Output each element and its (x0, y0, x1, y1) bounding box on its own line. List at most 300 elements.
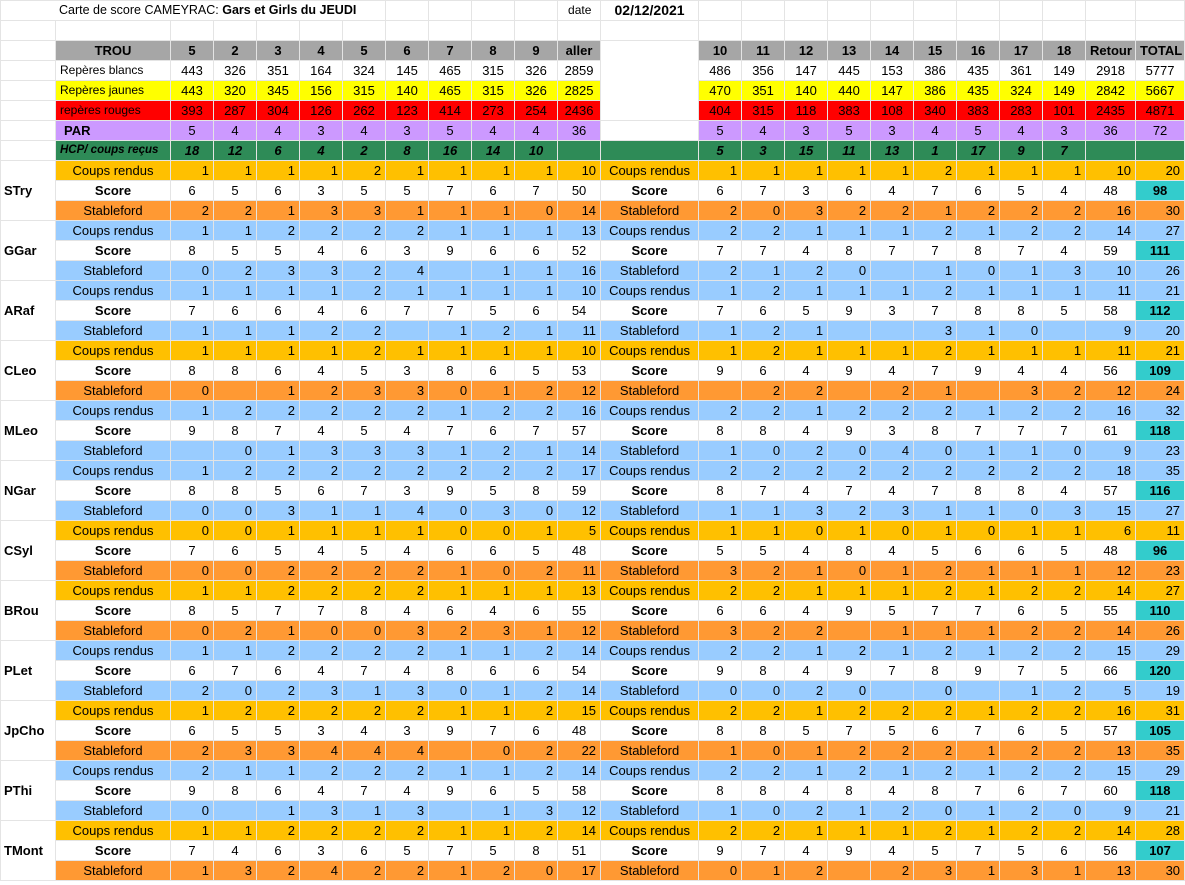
empty-cell[interactable] (1, 41, 56, 61)
score-cell[interactable]: 3 (300, 841, 343, 861)
score-cell[interactable]: 8 (171, 241, 214, 261)
empty-cell[interactable] (1, 101, 56, 121)
score-cell[interactable]: 4 (871, 781, 914, 801)
score-cell[interactable]: 1 (171, 281, 214, 301)
score-cell[interactable]: 4 (785, 601, 828, 621)
score-cell[interactable]: 4 (871, 841, 914, 861)
score-cell[interactable]: 2 (871, 861, 914, 881)
score-cell[interactable]: 2 (257, 581, 300, 601)
score-cell[interactable]: 1 (957, 221, 1000, 241)
score-cell[interactable]: 5 (257, 481, 300, 501)
score-cell[interactable]: 1 (785, 161, 828, 181)
score-cell[interactable]: 2 (1043, 701, 1086, 721)
score-cell[interactable]: 2 (515, 701, 558, 721)
score-cell[interactable]: 2 (386, 401, 429, 421)
score-cell[interactable]: 2 (386, 821, 429, 841)
score-cell[interactable]: 4 (1043, 241, 1086, 261)
score-cell[interactable] (828, 381, 871, 401)
score-cell[interactable]: 2 (343, 641, 386, 661)
score-cell[interactable]: 9 (828, 421, 871, 441)
score-cell[interactable]: 2 (257, 681, 300, 701)
score-cell[interactable]: 0 (214, 561, 257, 581)
score-cell[interactable]: 2 (386, 641, 429, 661)
score-cell[interactable]: 2 (1043, 381, 1086, 401)
score-cell[interactable]: 1 (1043, 561, 1086, 581)
score-cell[interactable]: 3 (300, 181, 343, 201)
score-cell[interactable]: 0 (429, 381, 472, 401)
score-cell[interactable]: 7 (828, 721, 871, 741)
score-cell[interactable]: 1 (785, 741, 828, 761)
score-cell[interactable]: 2 (515, 461, 558, 481)
score-cell[interactable]: 2 (1043, 641, 1086, 661)
score-cell[interactable]: 9 (699, 841, 742, 861)
score-cell[interactable]: 1 (871, 761, 914, 781)
empty-cell[interactable] (601, 21, 699, 41)
score-cell[interactable]: 7 (515, 181, 558, 201)
score-cell[interactable]: 2 (828, 761, 871, 781)
score-cell[interactable]: 2 (386, 761, 429, 781)
score-cell[interactable]: 0 (171, 621, 214, 641)
score-cell[interactable]: 7 (300, 601, 343, 621)
score-cell[interactable]: 1 (472, 641, 515, 661)
score-cell[interactable]: 6 (257, 661, 300, 681)
score-cell[interactable]: 7 (257, 421, 300, 441)
score-cell[interactable]: 1 (785, 341, 828, 361)
score-cell[interactable]: 8 (343, 601, 386, 621)
score-cell[interactable]: 3 (300, 681, 343, 701)
score-cell[interactable]: 2 (343, 321, 386, 341)
score-cell[interactable]: 4 (871, 181, 914, 201)
score-cell[interactable]: 7 (914, 361, 957, 381)
score-cell[interactable]: 2 (257, 461, 300, 481)
score-cell[interactable]: 1 (699, 501, 742, 521)
score-cell[interactable]: 1 (171, 401, 214, 421)
empty-cell[interactable] (699, 21, 742, 41)
empty-cell[interactable] (1, 141, 56, 161)
score-cell[interactable]: 1 (429, 761, 472, 781)
score-cell[interactable]: 8 (214, 421, 257, 441)
score-cell[interactable]: 2 (871, 201, 914, 221)
score-cell[interactable]: 1 (429, 701, 472, 721)
score-cell[interactable]: 3 (343, 201, 386, 221)
score-cell[interactable]: 9 (828, 601, 871, 621)
score-cell[interactable]: 6 (515, 721, 558, 741)
score-cell[interactable]: 1 (472, 341, 515, 361)
score-cell[interactable]: 1 (699, 281, 742, 301)
score-cell[interactable]: 0 (828, 561, 871, 581)
score-cell[interactable]: 6 (914, 721, 957, 741)
score-cell[interactable]: 7 (699, 241, 742, 261)
empty-cell[interactable] (1043, 21, 1086, 41)
score-cell[interactable]: 2 (957, 461, 1000, 481)
score-cell[interactable]: 5 (871, 601, 914, 621)
score-cell[interactable]: 3 (214, 861, 257, 881)
score-cell[interactable]: 2 (300, 401, 343, 421)
score-cell[interactable]: 8 (515, 481, 558, 501)
score-cell[interactable]: 4 (386, 781, 429, 801)
score-cell[interactable]: 7 (957, 421, 1000, 441)
score-cell[interactable]: 1 (957, 741, 1000, 761)
score-cell[interactable]: 0 (429, 521, 472, 541)
score-cell[interactable]: 6 (472, 241, 515, 261)
score-cell[interactable]: 1 (257, 201, 300, 221)
score-cell[interactable]: 2 (1043, 681, 1086, 701)
score-cell[interactable]: 1 (257, 621, 300, 641)
score-cell[interactable]: 3 (300, 441, 343, 461)
score-cell[interactable]: 1 (957, 561, 1000, 581)
score-cell[interactable]: 1 (1000, 681, 1043, 701)
score-cell[interactable]: 1 (1043, 281, 1086, 301)
score-cell[interactable]: 2 (1000, 201, 1043, 221)
score-cell[interactable]: 4 (300, 361, 343, 381)
score-cell[interactable]: 6 (742, 361, 785, 381)
score-cell[interactable]: 1 (1043, 341, 1086, 361)
score-cell[interactable]: 1 (914, 501, 957, 521)
score-cell[interactable]: 1 (785, 321, 828, 341)
score-cell[interactable]: 2 (214, 261, 257, 281)
score-cell[interactable]: 2 (214, 621, 257, 641)
score-cell[interactable]: 2 (515, 821, 558, 841)
score-cell[interactable]: 7 (1043, 781, 1086, 801)
empty-cell[interactable] (1, 81, 56, 101)
score-cell[interactable]: 1 (1000, 161, 1043, 181)
score-cell[interactable]: 6 (257, 301, 300, 321)
score-cell[interactable]: 2 (742, 581, 785, 601)
score-cell[interactable]: 9 (429, 721, 472, 741)
score-cell[interactable]: 2 (742, 341, 785, 361)
score-cell[interactable]: 1 (472, 201, 515, 221)
score-cell[interactable]: 1 (1000, 281, 1043, 301)
score-cell[interactable]: 5 (386, 181, 429, 201)
score-cell[interactable]: 1 (300, 161, 343, 181)
score-cell[interactable]: 6 (214, 541, 257, 561)
player-name[interactable]: PThi (1, 761, 56, 821)
score-cell[interactable]: 0 (828, 261, 871, 281)
score-cell[interactable]: 1 (300, 281, 343, 301)
score-cell[interactable]: 4 (300, 661, 343, 681)
score-cell[interactable]: 6 (472, 181, 515, 201)
score-cell[interactable]: 8 (214, 361, 257, 381)
score-cell[interactable]: 2 (699, 821, 742, 841)
score-cell[interactable]: 0 (742, 741, 785, 761)
score-cell[interactable]: 2 (257, 221, 300, 241)
score-cell[interactable]: 4 (386, 741, 429, 761)
score-cell[interactable]: 5 (343, 181, 386, 201)
score-cell[interactable]: 2 (1000, 641, 1043, 661)
score-cell[interactable]: 1 (871, 281, 914, 301)
score-cell[interactable]: 2 (472, 441, 515, 461)
score-cell[interactable] (871, 321, 914, 341)
score-cell[interactable]: 2 (300, 561, 343, 581)
score-cell[interactable]: 2 (914, 581, 957, 601)
score-cell[interactable]: 2 (171, 761, 214, 781)
score-cell[interactable]: 0 (171, 801, 214, 821)
score-cell[interactable]: 5 (1043, 601, 1086, 621)
score-cell[interactable]: 2 (472, 401, 515, 421)
score-cell[interactable]: 1 (785, 561, 828, 581)
score-cell[interactable]: 4 (386, 601, 429, 621)
score-cell[interactable]: 6 (214, 301, 257, 321)
score-cell[interactable]: 2 (1000, 801, 1043, 821)
score-cell[interactable]: 4 (386, 541, 429, 561)
score-cell[interactable] (1043, 321, 1086, 341)
score-cell[interactable]: 7 (871, 241, 914, 261)
score-cell[interactable]: 8 (828, 241, 871, 261)
score-cell[interactable]: 1 (214, 161, 257, 181)
score-cell[interactable]: 2 (914, 641, 957, 661)
score-cell[interactable]: 4 (300, 421, 343, 441)
score-cell[interactable]: 1 (699, 321, 742, 341)
score-cell[interactable]: 3 (386, 361, 429, 381)
score-cell[interactable]: 2 (472, 321, 515, 341)
score-cell[interactable]: 6 (515, 661, 558, 681)
score-cell[interactable]: 4 (785, 241, 828, 261)
score-cell[interactable]: 2 (429, 461, 472, 481)
score-cell[interactable]: 4 (1043, 181, 1086, 201)
score-cell[interactable]: 1 (742, 161, 785, 181)
score-cell[interactable]: 1 (300, 341, 343, 361)
score-cell[interactable]: 6 (515, 601, 558, 621)
score-cell[interactable]: 0 (871, 521, 914, 541)
score-cell[interactable]: 7 (214, 661, 257, 681)
score-cell[interactable]: 4 (300, 541, 343, 561)
score-cell[interactable]: 7 (742, 181, 785, 201)
score-cell[interactable]: 6 (429, 541, 472, 561)
score-cell[interactable]: 0 (472, 741, 515, 761)
empty-cell[interactable] (171, 21, 214, 41)
score-cell[interactable]: 2 (1043, 741, 1086, 761)
score-cell[interactable]: 6 (472, 361, 515, 381)
score-cell[interactable]: 8 (515, 841, 558, 861)
player-name[interactable]: BRou (1, 581, 56, 641)
empty-cell[interactable] (300, 21, 343, 41)
score-cell[interactable]: 1 (785, 761, 828, 781)
empty-cell[interactable] (914, 21, 957, 41)
score-cell[interactable]: 2 (214, 461, 257, 481)
score-cell[interactable]: 1 (472, 821, 515, 841)
score-cell[interactable]: 2 (214, 401, 257, 421)
score-cell[interactable]: 2 (343, 341, 386, 361)
score-cell[interactable]: 2 (515, 401, 558, 421)
score-cell[interactable]: 6 (1000, 541, 1043, 561)
score-cell[interactable]: 1 (785, 401, 828, 421)
player-name[interactable]: CSyl (1, 521, 56, 581)
score-cell[interactable]: 1 (742, 521, 785, 541)
score-cell[interactable]: 5 (214, 181, 257, 201)
score-cell[interactable]: 1 (914, 521, 957, 541)
score-cell[interactable]: 3 (386, 801, 429, 821)
score-cell[interactable]: 1 (343, 801, 386, 821)
score-cell[interactable]: 7 (914, 301, 957, 321)
score-cell[interactable]: 2 (343, 161, 386, 181)
score-cell[interactable]: 2 (343, 461, 386, 481)
empty-cell[interactable] (214, 21, 257, 41)
score-cell[interactable]: 1 (386, 281, 429, 301)
score-cell[interactable]: 7 (343, 661, 386, 681)
score-cell[interactable]: 1 (957, 341, 1000, 361)
score-cell[interactable]: 1 (957, 321, 1000, 341)
score-cell[interactable]: 1 (257, 761, 300, 781)
score-cell[interactable]: 2 (515, 561, 558, 581)
score-cell[interactable]: 5 (1043, 301, 1086, 321)
score-cell[interactable]: 2 (386, 701, 429, 721)
score-cell[interactable]: 6 (257, 781, 300, 801)
score-cell[interactable]: 2 (914, 741, 957, 761)
score-cell[interactable]: 3 (871, 421, 914, 441)
score-cell[interactable]: 4 (785, 781, 828, 801)
player-name[interactable]: NGar (1, 461, 56, 521)
score-cell[interactable]: 1 (472, 761, 515, 781)
score-cell[interactable]: 1 (871, 221, 914, 241)
score-cell[interactable]: 2 (257, 401, 300, 421)
score-cell[interactable]: 7 (957, 781, 1000, 801)
score-cell[interactable] (871, 681, 914, 701)
score-cell[interactable]: 2 (171, 201, 214, 221)
score-cell[interactable]: 1 (515, 441, 558, 461)
score-cell[interactable]: 1 (699, 521, 742, 541)
score-cell[interactable]: 3 (472, 501, 515, 521)
empty-cell[interactable] (429, 1, 472, 21)
score-cell[interactable]: 3 (914, 861, 957, 881)
score-cell[interactable]: 2 (1000, 821, 1043, 841)
score-cell[interactable]: 6 (257, 841, 300, 861)
score-cell[interactable]: 1 (515, 161, 558, 181)
score-cell[interactable]: 4 (1000, 361, 1043, 381)
score-cell[interactable]: 3 (1000, 861, 1043, 881)
score-cell[interactable]: 5 (1043, 541, 1086, 561)
score-cell[interactable]: 1 (957, 501, 1000, 521)
score-cell[interactable]: 1 (1043, 861, 1086, 881)
score-cell[interactable]: 0 (1000, 321, 1043, 341)
empty-cell[interactable] (515, 1, 558, 21)
empty-cell[interactable] (957, 21, 1000, 41)
empty-cell[interactable] (343, 21, 386, 41)
score-cell[interactable]: 5 (343, 361, 386, 381)
score-cell[interactable] (429, 741, 472, 761)
score-cell[interactable]: 2 (828, 741, 871, 761)
score-cell[interactable]: 0 (914, 441, 957, 461)
score-cell[interactable]: 2 (785, 261, 828, 281)
score-cell[interactable]: 5 (472, 301, 515, 321)
score-cell[interactable]: 1 (472, 281, 515, 301)
score-cell[interactable]: 1 (828, 581, 871, 601)
score-cell[interactable]: 1 (171, 341, 214, 361)
score-cell[interactable]: 8 (1000, 481, 1043, 501)
score-cell[interactable]: 2 (742, 381, 785, 401)
score-cell[interactable]: 1 (171, 701, 214, 721)
score-cell[interactable]: 4 (785, 661, 828, 681)
score-cell[interactable]: 6 (472, 541, 515, 561)
score-cell[interactable]: 1 (515, 281, 558, 301)
score-cell[interactable]: 1 (171, 821, 214, 841)
score-cell[interactable] (171, 441, 214, 461)
score-cell[interactable]: 1 (828, 341, 871, 361)
score-cell[interactable]: 4 (300, 241, 343, 261)
score-cell[interactable]: 2 (515, 681, 558, 701)
score-cell[interactable]: 1 (871, 561, 914, 581)
score-cell[interactable]: 2 (343, 821, 386, 841)
score-cell[interactable]: 0 (742, 441, 785, 461)
score-cell[interactable]: 8 (429, 361, 472, 381)
score-cell[interactable]: 1 (214, 641, 257, 661)
score-cell[interactable]: 2 (257, 561, 300, 581)
score-cell[interactable]: 6 (472, 421, 515, 441)
score-cell[interactable]: 2 (1043, 461, 1086, 481)
score-cell[interactable]: 1 (871, 581, 914, 601)
score-cell[interactable]: 9 (699, 661, 742, 681)
score-cell[interactable]: 0 (515, 201, 558, 221)
score-cell[interactable]: 1 (257, 801, 300, 821)
score-cell[interactable]: 6 (257, 181, 300, 201)
score-cell[interactable]: 1 (828, 821, 871, 841)
score-cell[interactable]: 7 (343, 781, 386, 801)
score-cell[interactable]: 0 (214, 681, 257, 701)
score-cell[interactable]: 3 (343, 381, 386, 401)
score-cell[interactable]: 2 (785, 801, 828, 821)
score-cell[interactable]: 8 (699, 421, 742, 441)
score-cell[interactable]: 1 (871, 341, 914, 361)
score-cell[interactable]: 6 (171, 181, 214, 201)
score-cell[interactable]: 1 (957, 761, 1000, 781)
score-cell[interactable]: 0 (1043, 801, 1086, 821)
score-cell[interactable]: 3 (699, 621, 742, 641)
score-cell[interactable]: 6 (472, 661, 515, 681)
player-name[interactable]: PLet (1, 641, 56, 701)
score-cell[interactable]: 1 (472, 161, 515, 181)
score-cell[interactable]: 4 (386, 501, 429, 521)
player-name[interactable]: TMont (1, 821, 56, 881)
score-cell[interactable]: 1 (785, 701, 828, 721)
score-cell[interactable]: 9 (429, 781, 472, 801)
score-cell[interactable]: 5 (257, 721, 300, 741)
score-cell[interactable]: 3 (257, 501, 300, 521)
score-cell[interactable]: 2 (472, 461, 515, 481)
score-cell[interactable]: 4 (343, 741, 386, 761)
score-cell[interactable]: 1 (472, 801, 515, 821)
score-cell[interactable]: 2 (171, 741, 214, 761)
score-cell[interactable]: 5 (257, 241, 300, 261)
score-cell[interactable]: 5 (742, 541, 785, 561)
score-cell[interactable]: 1 (699, 441, 742, 461)
score-cell[interactable]: 1 (1000, 261, 1043, 281)
score-cell[interactable]: 2 (785, 621, 828, 641)
score-cell[interactable]: 1 (300, 521, 343, 541)
score-cell[interactable]: 4 (785, 841, 828, 861)
score-cell[interactable]: 1 (742, 501, 785, 521)
score-cell[interactable]: 1 (828, 281, 871, 301)
score-cell[interactable]: 6 (472, 781, 515, 801)
score-cell[interactable]: 9 (828, 301, 871, 321)
score-cell[interactable]: 1 (171, 321, 214, 341)
score-cell[interactable]: 1 (386, 521, 429, 541)
empty-cell[interactable] (742, 21, 785, 41)
score-cell[interactable]: 8 (171, 481, 214, 501)
player-name[interactable]: STry (1, 161, 56, 221)
score-cell[interactable]: 6 (515, 301, 558, 321)
score-cell[interactable]: 1 (171, 641, 214, 661)
score-cell[interactable]: 5 (214, 241, 257, 261)
score-cell[interactable]: 2 (699, 201, 742, 221)
score-cell[interactable]: 5 (914, 841, 957, 861)
score-cell[interactable]: 0 (171, 501, 214, 521)
score-cell[interactable]: 2 (214, 201, 257, 221)
score-cell[interactable]: 7 (171, 541, 214, 561)
score-cell[interactable]: 1 (343, 681, 386, 701)
score-cell[interactable]: 0 (343, 621, 386, 641)
score-cell[interactable]: 4 (871, 361, 914, 381)
score-cell[interactable]: 2 (1000, 401, 1043, 421)
score-cell[interactable]: 2 (300, 381, 343, 401)
